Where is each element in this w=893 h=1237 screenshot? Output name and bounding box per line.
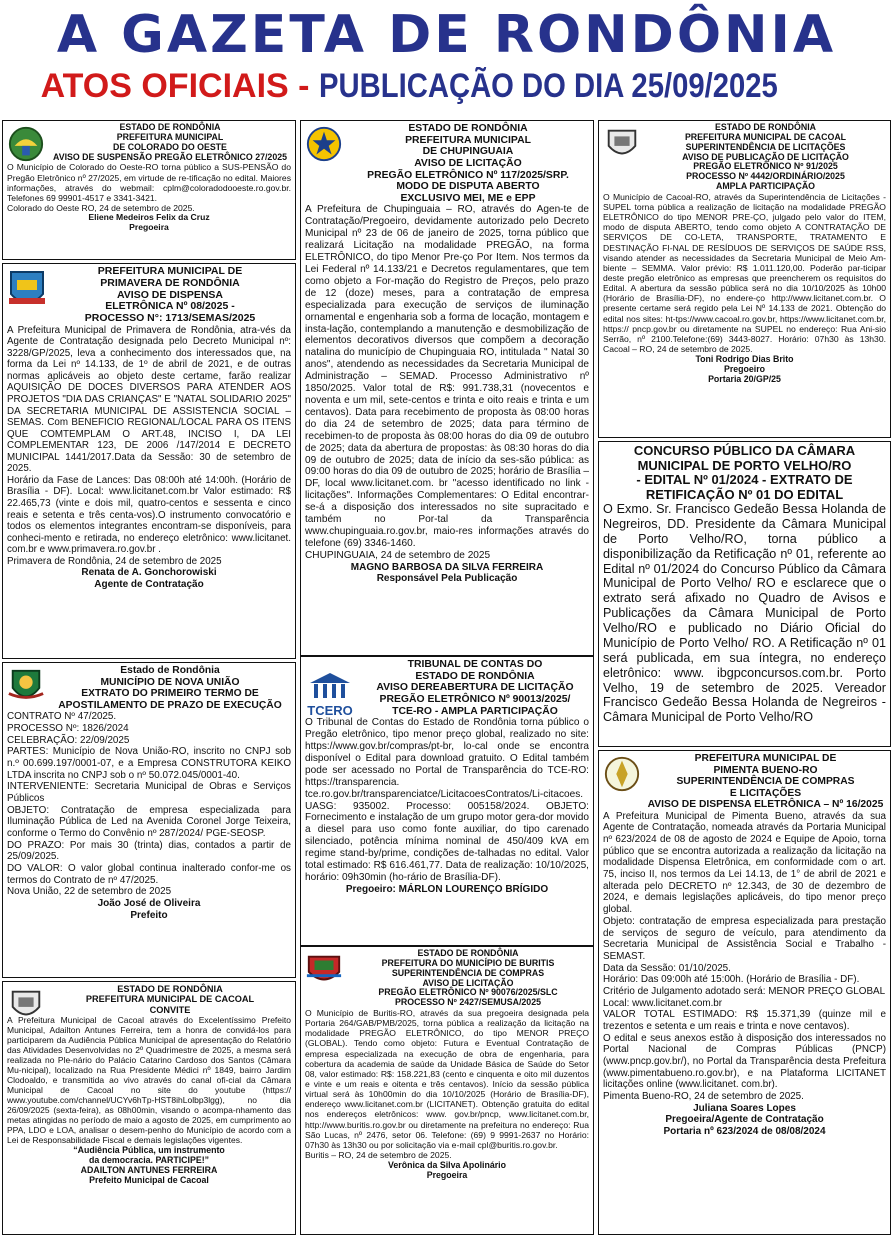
notice-body: O Município de Cacoal-RO, através da Superintendência de Licitações - SUPEL torna pública a realização de licitação na modalidade PREGÃO ELETRÔNICO do tipo MENOR PRE-ÇO, julgado pelo valor do ITEM, modo de disputa ABERTO, tendo como objeto A CONTRATAÇÃO DE SERVIÇOS DE CO-LETA, TRANSPORTE, TRATAMENTO E DESTINAÇÃO FI-NAL DE RESÍDUOS DE SERVIÇOS DE SAÚDE RSS, visando atender as necessidades da Secretaria Municipal de Meio Am-biente – SEMMA. Valor prévio: R$ 1.011.120,00. Poderão par-ticipar deste pregão eletrônico as empresas que preencherem os requisitos do Edital. A abertura da sessão pública será no dia 10/10/2025 às 10h00 (Horário de Brasília-DF), no endere-ço http://www.licitanet.com.br. O presente certame será regido pela Lei Nº 14.133 de 2021. Obtenção do edital nos sites: ht-tps://www.cacoal.ro.gov.br, https://www.licitanet.com.br, https:// pncp.gov.br ou diretamente na SUPEL no endereço: Rua Ani-sio Serrão, nº 2100.Telefone:(69) 3443-8027. Horário: 07h30 às 13h30. Cacoal – RO, 24 de setembro de 2025.: [603, 191, 886, 355]
notice-body: CONTRATO Nº 47/2025. PROCESSO Nº: 1826/2024 CELEBRAÇÃO: 22/09/2025 PARTES: Município de Nova União-RO, inscrito no CNPJ sob n.º 00.699.197/0001-07, e a Empresa CONSTRUTORA KEIKO LTDA inscrita no CNPJ sob o nº 50.072.045/0001-40. INTERVENIENTE: Secretaria Municipal de Obras e Serviços Públicos OBJETO: Contratação de empresa especializada para Iluminação Pública de Led na Avenida Coronel Jorge Teixeira, conforme o Termo do Convênio nº 287/2024/ PGE-SEOSP. DO PRAZO: Por mais 30 (trinta) dias, contados a partir de 25/09/2025. DO VALOR: O valor global continua inalterado confor-me os termos do Contrato de nº 47/2025. Nova União, 22 de setembro de 2025: [7, 711, 291, 898]
coat-of-arms-icon: [603, 755, 641, 793]
notice-signature: MAGNO BARBOSA DA SILVA FERREIRA Responsável Pela Publicação: [350, 561, 544, 585]
notice-body: A Prefeitura Municipal de Primavera de Rondônia, atra-vés da Agente de Contratação designada pelo Decreto Municipal nº: 3228/GP/2025, leva a conhecimento dos interessados que, na forma da Lei nº 14.133, de 1º de abril de 2021, e de outras normas aplicáveis ao objeto deste certame, farão realizar AQUISIÇÃO DE DOCES DIVERSOS PARA ATENDER AOS PROJETOS "DIA DAS CRIANÇAS" E "NATAL SOLIDARIO 2025" DA SECRETARIA MUNICIPAL DE ASSISTENCIA SOCIAL – SEMAS. Com BENEFICIO REGIONAL/LOCAL PARA OS ITENS QUE COMTEMPLAM O ART.48, INCISO I, DA LEI COMPLEMENTAR 123, DE 2006 /147/2014 E DECRETO MUNICIPAL 1441/2017.Data da Sessão: 30 de setembro de 2025. Horário da Fase de Lances: Das 08:00h até 14:00h. (Horário de Brasília - DF). Local: www.licitanet.com.br Valor estimado: R$ 22.465,73 (vinte e dois mil, quatro-centos e sessenta e cinco reais e setenta e três centa-vos).O instrumento convocatório e todos os elementos integrantes encontram-se disponíveis, para conheci-mento e retirada, no endereço eletrônico: www.licitanet. com.br e www.primavera.ro.gov.br . Primavera de Rondônia, 24 de setembro de 2025: [7, 324, 291, 567]
notice-header: ESTADO DE RONDÔNIA PREFEITURA MUNICIPAL DE CACOAL CONVITE: [85, 984, 255, 1015]
notice-signature: João José de Oliveira Prefeito: [97, 898, 201, 921]
notice-body: A Prefeitura de Chupinguaia – RO, através do Agen-te de Contratação/Pregoeiro, devidamente autorizado pelo Decreto Municipal nº 23 de 06 de janeiro de 2025, torna público que realizará Licitação na modalidade PREGÃO, na forma ELETRÔNICO, do tipo Menor Pre-ço Por Item. Nos termos da Lei Federal nº 14.133/21 e Decretos regulamentares, que tem como objeto a For-mação do Registro de Preços, pelo prazo de 12 (doze) meses, para a contratação de empresa especializada para execução de serviços de iluminação ornamental e engenharia sob a forma de locação, montagem e insta-lação, contemplando a manutenção e desmobilização de elementos decorativos diversos que compõem a decoração natalina do município de Chupinguaia RO, intitulada " Natal 30 anos", atendendo as necessidades da Secretaria Municipal de Administração – SEMAD. Processo Administrativo nº 1850/2025. Valor total de R$: 991.738,31 (novecentos e noventa e um mil, sete-centos e trinta e oito reais e trinta e um centavos). Data para recebimento de proposta às 08:00 horas do dia 24 de setembro de 2025; data para término de recebimen-to de proposta às 08:00 horas do dia 09 de outubro de 2025; data da abertura de propostas: às 08:30 horas do dia 09 de outubro de 2025; data de início da ses-são pública: as 09:00 horas do dia 09 de outubro de 2025; horário de Brasília – DF, local www.licitanet.com. br "acesso identificado no link - licitações". Informações Complementares: O Edital encontrar-se-á a disposição dos interessados no site supracitado e também no Por-tal da Transparência www.chupinguaia.ro.gov.br, maio-res informações através do telefone (69) 3346-1460. CHUPINGUAIA, 24 de setembro de 2025: [305, 204, 589, 561]
notice-header: PREFEITURA MUNICIPAL DE PIMENTA BUENO-RO SUPERINTENDÊNCIA DE COMPRAS E LICITAÇÕES AVISO DE DISPENSA ELETRÔNICA – Nº 16/2025: [647, 753, 884, 811]
notice-header: CONCURSO PÚBLICO DA CÂMARA MUNICIPAL DE PORTO VELHO/RO - EDITAL Nº 01/2024 - EXTRATO DE RETIFICAÇÃO Nº 01 DO EDITAL: [633, 443, 856, 502]
coat-of-arms-icon: [305, 951, 343, 989]
notice-pimenta-bueno: [598, 750, 891, 1235]
notice-body: O Tribunal de Contas do Estado de Rondônia torna público o Pregão eletrônico, tipo menor preço global, realizado no site: https://www.gov.br/compras/pt-br, lo-cal onde se encontra disponível o Edital para download gratuito. O Edital também pode ser acessado no Portal de Transparência do TCE-RO: https://transparencia. tce.ro.gov.br/transparenciatce/LicitacoesContratos/Li-citacoes. UASG: 935002. Processo: 005158/2024. OBJETO: Fornecimento e instalação de um grupo motor gera-dor movido a diesel para uso como fonte auxiliar, do tipo carenado silenciado, potência mínima nominal de 450/409 kVA em regime stand-by/prime, condições de-talhadas no edital. Valor total estimado: R$ 616.461,77. Data de realização: 10/10/2025, horário: 09h30min (ho-rário de Brasília-DF).: [305, 717, 589, 883]
subtitle-separator: -: [288, 67, 319, 105]
notice-header: Estado de Rondônia MUNICÍPIO DE NOVA UNIÃO EXTRATO DO PRIMEIRO TERMO DE APOSTILAMENTO DE PRAZO DE EXECUÇÃO: [58, 665, 282, 711]
notice-header: ESTADO DE RONDÔNIA PREFEITURA MUNICIPAL DE COLORADO DO OESTE AVISO DE SUSPENSÃO PREGÃO ELETRÔNICO 27/2025: [53, 122, 287, 162]
notice-signature: “Audiência Pública, um instrumento da democracia. PARTICIPE!” ADAILTON ANTUNES FERREIRA Prefeito Municipal de Cacoal: [73, 1145, 225, 1186]
notice-cacoal-supel: [598, 120, 891, 438]
notice-signature: Verônica da Silva Apolinário Pregoeira: [388, 1160, 506, 1181]
notice-header: PREFEITURA MUNICIPAL DE PRIMAVERA DE RONDÔNIA AVISO DE DISPENSA ELETRÔNICA Nº 08/2025 - PROCESSO N°: 1713/SEMAS/2025: [84, 265, 256, 324]
notice-cacoal-convite: [2, 981, 296, 1235]
notice-porto-velho: [598, 441, 891, 747]
notice-body: O Exmo. Sr. Francisco Gedeão Bessa Holanda de Negreiros, DD. Presidente da Câmara Municipal de Porto Velho/RO, torna público a disponibilização da Retificação nº 01, referente ao Edital nº 01/2024 do Concurso Público da Câmara Municipal de Porto Velho/ RO e esclarece que o extrato será afixado no Quadro de Avisos e Publicações da Câmara Municipal de Porto Velho/RO e publicado no Diário Oficial do Município de Porto Velho/ RO. A Retificação nº 01 será publicada, em sua íntegra, no endereço eletrônico: www. ibgpconcursos.com.br. Porto Velho, 19 de setembro de 2025. Vereador Francisco Gedeão Bessa Holanda de Negreiros - Câmara Municipal de Porto Velho/RO: [603, 502, 886, 725]
notice-header: ESTADO DE RONDÔNIA PREFEITURA DO MUNICÍPIO DE BURITIS SUPERINTENDÊNCIA DE COMPRAS AVISO DE LICITAÇÃO PREGÃO ELETRÔNICO Nº 90076/2025/SLC PROCESSO Nº 2427/SEMUSA/2025: [378, 948, 558, 1008]
notice-tce-ro: [300, 656, 594, 946]
notice-body: O Município de Colorado do Oeste-RO torna público a SUS-PENSÃO do Pregão Eletrônico nº 27/2025, em virtude de re-tificação no edital. Maiores informações, através do webmail: cplm@coloradodooeste.ro.gov.br. Telefones 69 99901-4517 e 3341-3421. Colorado do Oeste RO, 24 de setembro de 2025.: [7, 162, 291, 213]
publication-date: PUBLICAÇÃO DO DIA 25/09/2025: [318, 67, 778, 105]
notice-colorado: [2, 120, 296, 260]
notice-primavera: [2, 263, 296, 659]
coat-of-arms-icon: [305, 125, 343, 163]
coat-of-arms-icon: [7, 268, 47, 312]
notice-body: A Prefeitura Municipal de Pimenta Bueno, através da sua Agente de Contratação, nomeada através da Portaria Municipal nº 623/2024 de 08 de agosto de 2024 e Equipe de Apoio, torna público que se encontra autorizada a realização da licitação na modalidade Dispensa Eletrônica, em conformidade com o art. 75, inciso II, nos termos da Lei 14.13, de 1° de abril de 2021 e alterada pelo DECRETO nº 12.343, de 30 de dezembro de 2024, e demais legislações aplicáveis, do tipo menor preço global. Objeto: contratação de empresa especializada para prestação de serviços de seguro de veículo, para atendimento da Secretaria Municipal de Assistência Social e Trabalho - SEMAST. Data da Sessão: 01/10/2025. Horário: Das 09:00h até 15:00h. (Horário de Brasília - DF). Critério de Julgamento adotado será: MENOR PREÇO GLOBAL Local: www.licitanet.com.br VALOR TOTAL ESTIMADO: R$ 15.371,39 (quinze mil e trezentos e setenta e um reais e trinta e nove centavos). O edital e seus anexos estão à disposição dos interessados no Portal Nacional de Compras Públicas (PNCP) (www.pncp.gov.br/), no Portal da Transparência desta Prefeitura (www.pimentabueno.ro.gov.br), e na Plataforma LICITANET licitações online (www.licitanet. com.br). Pimenta Bueno-RO, 24 de setembro de 2025.: [603, 810, 886, 1103]
masthead: [0, 0, 893, 112]
coat-of-arms-icon: [7, 986, 45, 1024]
notice-header: ESTADO DE RONDÔNIA PREFEITURA MUNICIPAL DE CHUPINGUAIA AVISO DE LICITAÇÃO PREGÃO ELETRÔNICO Nº 117/2025/SRP. MODO DE DISPUTA ABERTO EXCLUSIVO MEI, ME e EPP: [367, 123, 569, 204]
notice-header: ESTADO DE RONDÔNIA PREFEITURA MUNICIPAL DE CACOAL SUPERINTENDÊNCIA DE LICITAÇÕES AVISO DE PUBLICAÇÃO DE LICITAÇÃO PREGÃO ELETRÔNICO Nº 91/2025 PROCESSO Nº 4442/ORDINÁRIO/2025 AMPLA PARTICIPAÇÃO: [682, 122, 849, 192]
notice-signature: Pregoeiro: MÁRLON LOURENÇO BRÍGIDO: [345, 883, 549, 895]
tce-logo-text: TCERO: [307, 703, 353, 718]
building-icon: [305, 671, 355, 701]
notice-body: A Prefeitura Municipal de Cacoal através do Excelentíssimo Prefeito Municipal, Adailton Antunes Ferreira, tem a honra de convidá-los para participarem da Audiência Pública Municipal de apresentação do Relatório das Atividades Desenvolvidas no 2º Quadrimestre de 2025, a mesma será realizada no Ple-nário do Palácio Catarino Cardoso dos Santos (Câmara Mu-nicipal), localizado na Rua Presidente Médici nº 1849, bairro Jardim Clodoaldo, e transmitida ao vivo através do canal ofi-cial da Câmara Municipal de Cacoal no site do youtube (https:// www.youtube.com/channel/UCYv6hTp-HST8ihLolbp3lgg), no dia 26/09/2025 (sexta-feira), as 08h00min, visando o acompa-nhamento das metas atingidas no período de maio a agosto de 2025, em cumprimento ao PPA, LDO e LOA, analisar o desem-penho do Município de acordo com a Lei de Responsabilidade Fiscal e demais legislações vigentes.: [7, 1014, 291, 1146]
notice-signature: Toni Rodrigo Dias Brito Pregoeiro Portaria 20/GP/25: [695, 354, 794, 385]
notice-body: O Município de Buritis-RO, através da sua pregoeira designada pela Portaria 264/GAB/PMB/2025, torna pública a realização da licitação na modalidade PREGÃO ELETRÔNICO, do tipo MENOR PREÇO (GLOBAL). Tendo como objeto: Futura e Eventual Contratação de empresa especializada na execução de obra de engenharia, para cobertura da academia de saúde da Unidade Básica de Saúde do Setor 08, valor estimado: R$: 158.221,83 (cento e cinquenta e oito mil duzentos e vinte e um reais e oitenta e três centavos). Início da sessão pública virtual será às 10h00min do dia 10/10/2025 (Horário de Brasília-DF), endereço www.licitanet.com.br (LICITANET). Obtenção gratuita do edital nos endereços eletrônicos: www. gov.br/pncp, www.licitanet.com.br, http://www.buritis.ro.gov.br ou diretamente na prefeitura no endereço: Rua São Lucas, nº 2476, setor 06. Telefone: (69) 9 9991-2637 no Horário: 07h30 às 13h30 ou por solicitação via e-mail cpl@buritis.ro.gov.br. Buritis – RO, 24 de setembro de 2025.: [305, 1008, 589, 1161]
coat-of-arms-icon: [603, 125, 641, 163]
notice-buritis: [300, 946, 594, 1235]
notice-signature: Renata de A. Gonchorowiski Agente de Contratação: [81, 567, 217, 590]
coat-of-arms-icon: [7, 667, 45, 705]
section-label: ATOS OFICIAIS: [40, 67, 289, 105]
notice-chupinguaia: [300, 120, 594, 656]
notice-nova-uniao: [2, 662, 296, 978]
notice-signature: Juliana Soares Lopes Pregoeira/Agente de Contratação Portaria nº 623/2024 de 08/08/2024: [663, 1102, 826, 1137]
notice-signature: Eliene Medeiros Felix da Cruz Pregoeira: [88, 212, 210, 232]
newspaper-title: A GAZETA DE RONDÔNIA: [56, 5, 837, 65]
coat-of-arms-icon: [7, 125, 45, 163]
notice-header: TRIBUNAL DE CONTAS DO ESTADO DE RONDÔNIA AVISO DEREABERTURA DE LICITAÇÃO PREGÃO ELETRÔNICO Nº 90013/2025/ TCE-RO - AMPLA PARTICIPAÇÃO: [376, 659, 574, 717]
edition-line: [0, 66, 893, 106]
tce-logo: [305, 671, 355, 719]
